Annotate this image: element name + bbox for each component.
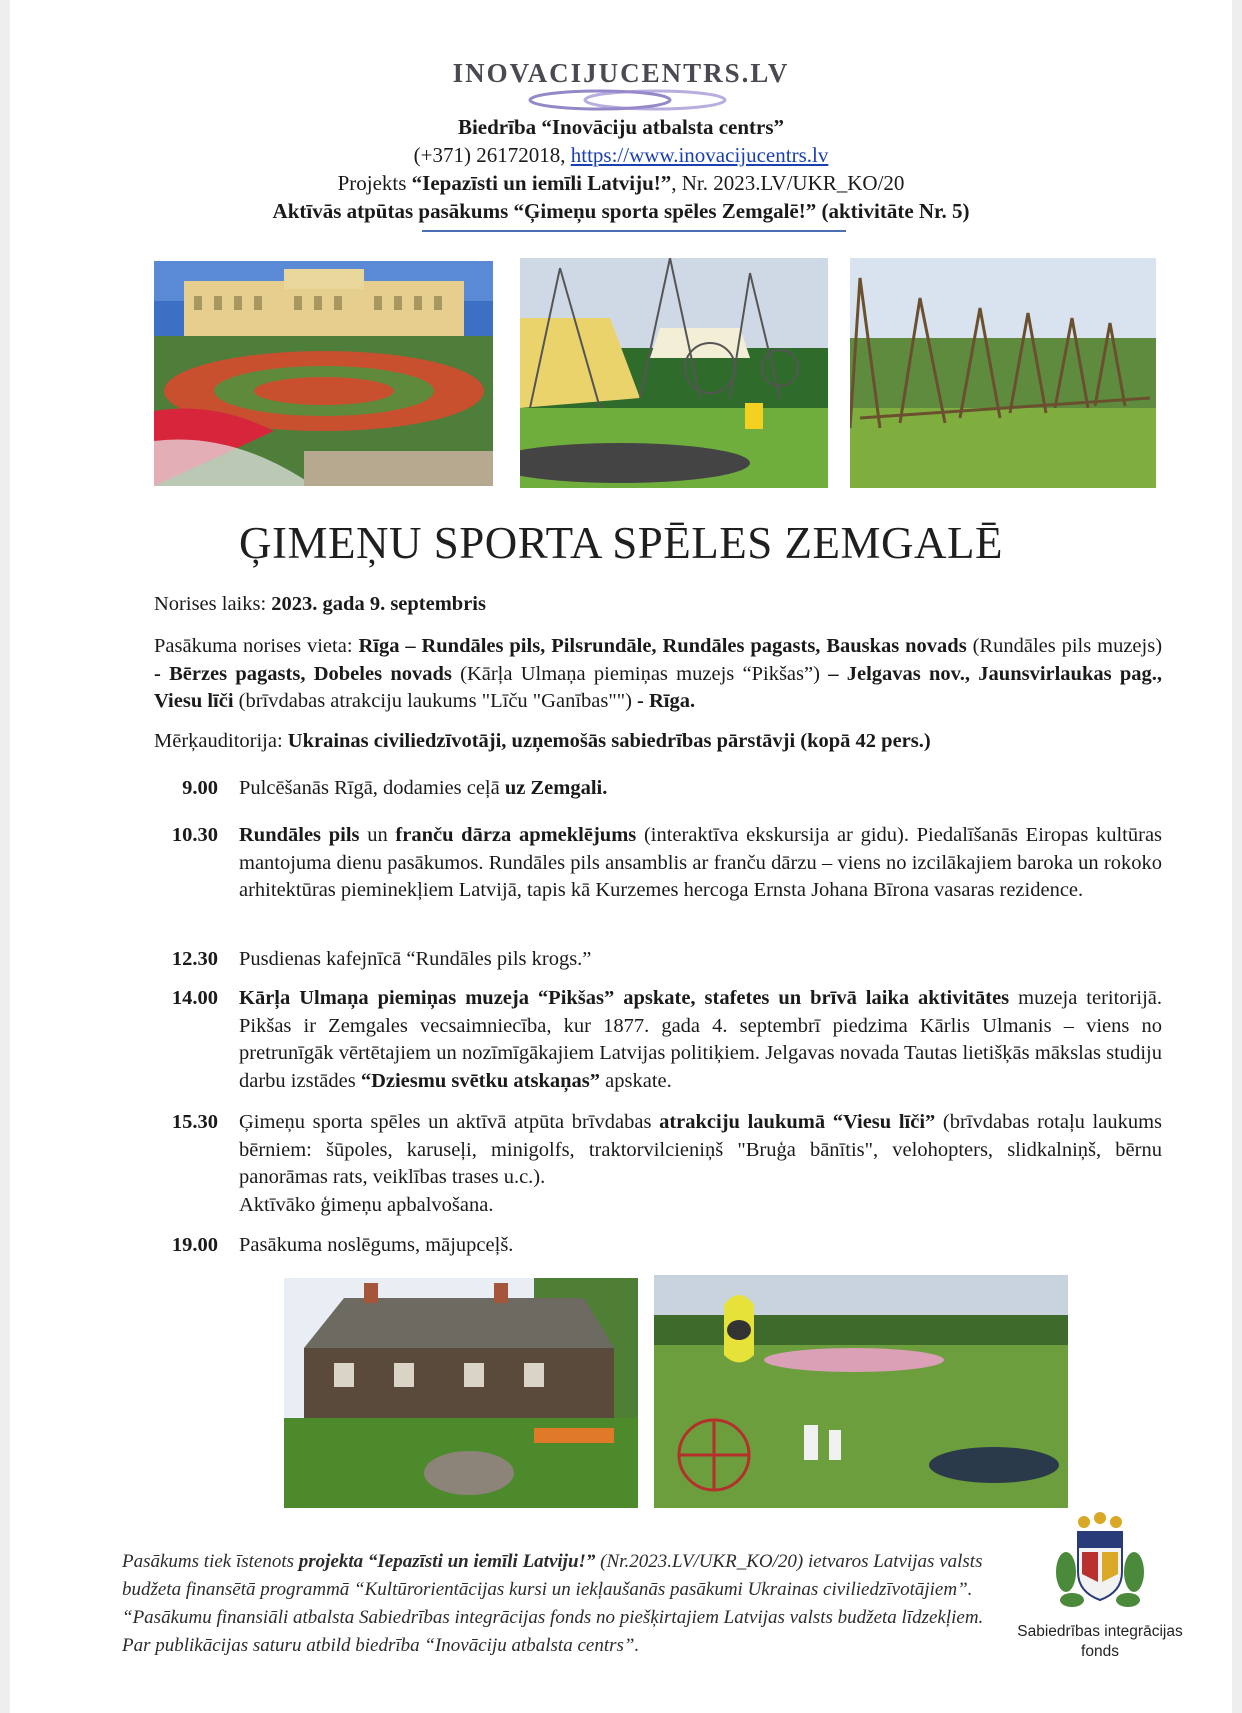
schedule-text-bold: franču dārza apmeklējums [395, 824, 637, 846]
schedule-time: 12.30 [171, 948, 218, 970]
schedule-text-part: un [367, 824, 388, 846]
schedule-text-bold: atrakciju laukumā “Viesu līči” [659, 1111, 936, 1133]
schedule-time: 14.00 [171, 987, 218, 1009]
project-line [0, 169, 1242, 197]
place-rundale: Rīga – Rundāles pils, Pilsrundāle, Rundāles pagasts, Bauskas novads [358, 635, 967, 657]
schedule-time: 15.30 [171, 1111, 218, 1133]
place-jelgava-note: (brīvdabas atrakciju laukums "Līču "Ganības"") [238, 690, 632, 712]
schedule-text [239, 1109, 1162, 1219]
schedule-text-bold: uz Zemgali. [504, 777, 608, 799]
schedule-text-part: (interaktīva ekskursija ar gidu). Piedalīšanās Eiropas kultūras mantojuma dienu pasākumos. Rundāles pils ansamblis ar franču dārzu – viens no izcilākajiem baroka un rokoko arhitektūras pieminekļiem Latvijā, tapis kā Kurzemes hercoga Ernsta Johana Bīrona vasaras rezidence. [239, 824, 1163, 901]
schedule-text-bold: Kārļa Ulmaņa piemiņas muzeja “Pikšas” apskate, stafetes un brīvā laika aktivitātes [239, 987, 1010, 1009]
footer-project: projekta “Iepazīsti un iemīli Latviju!” [298, 1551, 596, 1572]
schedule-text [239, 775, 1162, 803]
schedule-text-part: Aktīvāko ģimeņu apbalvošana. [239, 1193, 494, 1216]
footer-disclaimer [122, 1548, 1007, 1660]
schedule-text [239, 822, 1162, 905]
sif-coat-of-arms-icon [1050, 1512, 1150, 1616]
event-time [154, 591, 1162, 619]
main-title: ĢIMEŅU SPORTA SPĒLES ZEMGALĒ [239, 518, 1003, 568]
rundale-palace-photo [154, 261, 493, 486]
schedule-text-part: Ģimeņu sporta spēles un aktīvā atpūta brīvdabas [239, 1111, 652, 1133]
place-berze-note: (Kārļa Ulmaņa piemiņas muzejs “Pikšas”) [460, 662, 820, 685]
schedule-text-part: apskate. [605, 1069, 672, 1092]
header-underline [422, 230, 846, 232]
phone: (+371) 26172018, [413, 143, 566, 167]
schedule-text [239, 946, 1162, 974]
time-value: 2023. gada 9. septembris [271, 593, 486, 615]
schedule-text-part: Pasākuma noslēgums, mājupceļš. [239, 1234, 514, 1256]
audience-label: Mērķauditorija: [154, 730, 283, 752]
schedule-text-part: (brīvdabas rotaļu laukums bērniem: šūpoles, karuseļi, minigolfs, traktorvilcieniņš "Bruģa bānītis", velohopters, slidkalniņš, bērnu panorāmas rats, veiklības trases u.c.). [239, 1111, 1162, 1188]
place-riga: - Rīga. [637, 690, 696, 712]
schedule-text [239, 985, 1162, 1095]
schedule-text-part: muzeja teritorijā. Pikšas ir Zemgales vecsaimniecība, kur 1877. gada 4. septembrī piedzima Kārlis Ulmanis – viens no pretrunīgāk vērtētajiem un nozīmīgākajiem Latvijas politiķiem. Jelgavas novada Tautas lietišķās mākslas studiju darbu izstādes [239, 987, 1162, 1092]
place-berze: - Bērzes pagasts, Dobeles novads [154, 662, 452, 685]
audience [154, 728, 1162, 756]
schedule-time: 10.30 [171, 824, 218, 846]
schedule-time: 19.00 [171, 1234, 218, 1256]
org-name: Biedrība “Inovāciju atbalsta centrs” [457, 115, 785, 139]
time-label: Norises laiks: [154, 593, 267, 615]
sif-label-line: fonds [1081, 1643, 1119, 1660]
event-line: Aktīvās atpūtas pasākums “Ģimeņu sporta spēles Zemgalē!” (aktivitāte Nr. 5) [272, 199, 970, 223]
schedule-text-bold: “Dziesmu svētku atskaņas” [360, 1069, 601, 1092]
schedule-text [239, 1232, 1162, 1260]
sif-label-line: Sabiedrības integrācijas [1017, 1623, 1183, 1640]
schedule-text-part: Pulcēšanās Rīgā, dodamies ceļā [239, 777, 500, 799]
website-link[interactable]: https://www.inovacijucentrs.lv [570, 143, 829, 167]
audience-value: Ukrainas civiliedzīvotāji, uzņemošās sabiedrības pārstāvji (kopā 42 pers.) [287, 730, 931, 752]
wooden-structures-photo [850, 258, 1156, 488]
schedule-text-part: Pusdienas kafejnīcā “Rundāles pils krogs.” [239, 948, 592, 970]
ulmanis-house-photo [284, 1278, 638, 1508]
viesu-lici-park-photo [654, 1275, 1068, 1508]
logo [0, 58, 1242, 108]
project-number: , Nr. 2023.LV/UKR_KO/20 [671, 171, 905, 195]
place-jelgava: – Jelgavas nov., Jaunsvirlaukas pag., Viesu līči [154, 662, 1163, 712]
event-place [154, 633, 1162, 716]
footer-text: Pasākums tiek īstenots [122, 1551, 295, 1572]
schedule-text-bold: Rundāles pils [239, 824, 360, 846]
footer-text: (Nr.2023.LV/UKR_KO/20) ietvaros Latvijas valsts budžeta finansētā programmā “Kultūrorientācijas kursi un iekļaušanās pasākumi Ukrainas civiliedzīvotājiem”. “Pasākumu finansiāli atbalsta Sabiedrības integrācijas fonds no piešķirtajiem Latvijas valsts budžeta līdzekļiem. Par publikācijas saturu atbild biedrība “Inovāciju atbalsta centrs”. [122, 1551, 984, 1656]
place-rundale-note: (Rundāles pils muzejs) [972, 635, 1163, 657]
project-prefix: Projekts [337, 171, 407, 195]
contact-line [0, 141, 1242, 169]
project-name: “Iepazīsti un iemīli Latviju!” [411, 171, 672, 195]
playground-photo [520, 258, 828, 488]
sif-label [1010, 1622, 1190, 1662]
logo-text: INOVACIJUCENTRS.LV [452, 58, 790, 88]
place-label: Pasākuma norises vieta: [154, 635, 353, 657]
schedule-time: 9.00 [182, 777, 218, 799]
